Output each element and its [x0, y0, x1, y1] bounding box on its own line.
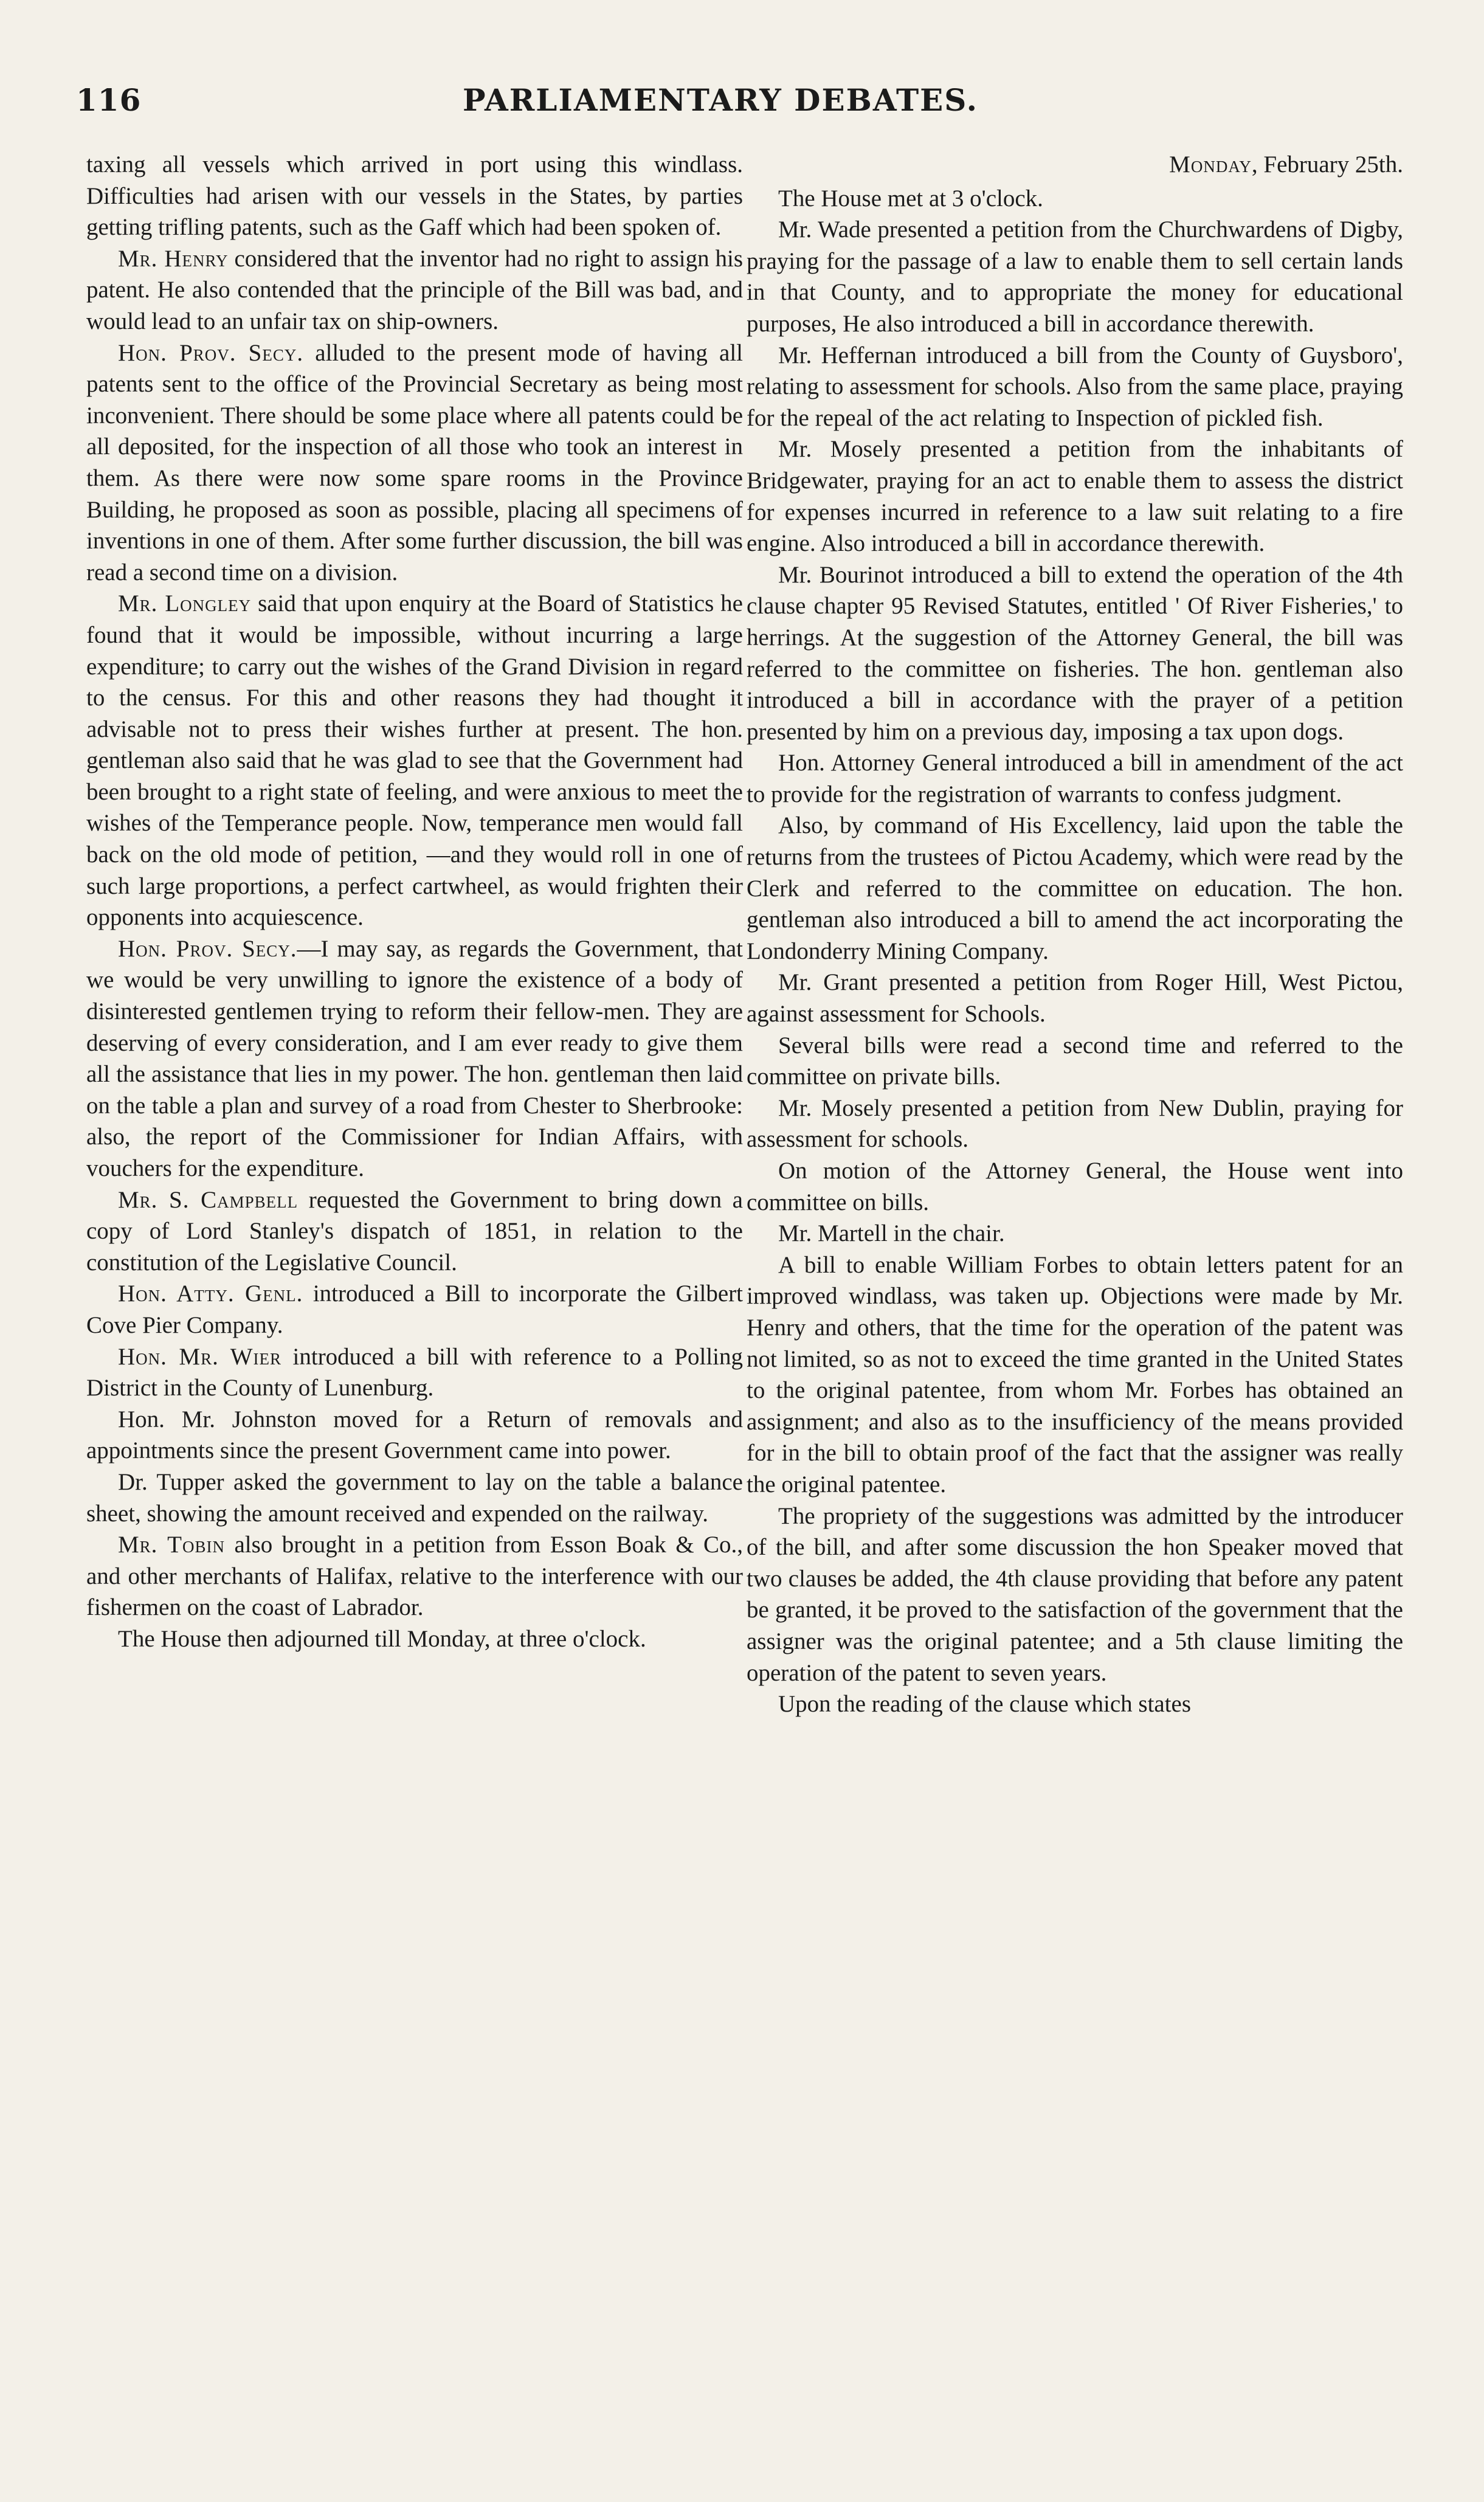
paragraph-text: said that upon enquiry at the Board of Statistics he found that it would be impossible, without incurring a large expenditure; to carry out the wishes of the Grand Division in regard to the census. For this and other reasons they had thought it advisable not to press their wishes further at present. The hon. gentleman also said that he was glad to see that the Government had been brought to a right state of feeling, and were anxious to meet the wishes of the Temperance people. Now, temperance men would fall back on the old mode of petition, —and they would roll in one of such large proportions, a perfect cartwheel, as would frighten their opponents into acquiescence.	[86, 590, 743, 931]
paragraph	[86, 588, 743, 933]
paragraph	[86, 933, 743, 1184]
paragraph: Mr. Bourinot introduced a bill to extend the operation of the 4th clause chapter 95 Revised Statutes, entitled ' Of River Fisheries,' to herrings. At the suggestion of the Attorney General, the bill was referred to the committee on fisheries. The hon. gentleman also introduced a bill in accordance with the prayer of a petition presented by him on a previous day, imposing a tax upon dogs.	[747, 561, 1403, 745]
paragraph: Mr. Mosely presented a petition from New Dublin, praying for assessment for schools.	[747, 1094, 1403, 1153]
paragraph: On motion of the Attorney General, the House went into committee on bills.	[747, 1158, 1403, 1215]
paragraph: Mr. Mosely presented a petition from the inhabitants of Bridgewater, praying for an act to enable them to assess the district for expenses incurred in reference to a law suit relating to a fire engine. Also introduced a bill in accordance therewith.	[747, 436, 1403, 557]
paragraph: Upon the reading of the clause which states	[778, 1691, 1192, 1718]
paragraph-text: requested the Government to bring down a copy of Lord Stanley's dispatch of 1851, in relation to the constitution of the Legislative Council.	[86, 1186, 743, 1276]
paragraph	[86, 337, 743, 589]
session-date	[747, 149, 1403, 181]
paragraph	[86, 1341, 743, 1404]
page-header	[76, 82, 1365, 125]
right-column	[747, 149, 1403, 1720]
paragraph: The propriety of the suggestions was admitted by the introducer of the bill, and after some discussion the hon Speaker moved that two clauses be added, the 4th clause providing that before any patent be granted, it be proved to the satisfaction of the government that the assigner was the original patentee; and a 5th clause limiting the operation of the patent to seven years.	[747, 1502, 1403, 1686]
paragraph	[86, 1184, 743, 1279]
speaker-name: Hon. Mr. Wier	[118, 1343, 281, 1370]
speaker-name: Hon. Prov. Secy.	[118, 935, 297, 962]
left-column	[86, 149, 743, 1655]
paragraph: Mr. Wade presented a petition from the Churchwardens of Digby, praying for the passage of a law to enable them to sell certain lands in that County, and to appropriate the money for educational purposes, He also introduced a bill in accordance therewith.	[747, 216, 1403, 337]
paragraph: Mr. Martell in the chair.	[778, 1220, 1005, 1247]
paragraph-text: —I may say, as regards the Government, that we would be very unwilling to ignore the existence of a body of disinterested gentlemen trying to reform their fellow-men. They are deserving of every consideration, and I am ever ready to give them all the assistance that lies in my power. The hon. gentleman then laid on the table a plan and survey of a road from Chester to Sherbrooke: also, the report of the Commissioner for Indian Affairs, with vouchers for the expenditure.	[86, 935, 743, 1181]
speaker-name: Hon. Atty. Genl.	[118, 1280, 303, 1307]
paragraph-text: considered that the inventor had no right to assign his patent. He also contended that the principle of the Bill was bad, and would lead to an unfair tax on ship-owners.	[86, 245, 744, 334]
paragraph: Mr. Grant presented a petition from Roger Hill, West Pictou, against assessment for Schools.	[747, 969, 1403, 1028]
speaker-name: Mr. Tobin	[118, 1532, 225, 1558]
paragraph: taxing all vessels which arrived in port using this windlass. Difficulties had arisen with our vessels in the States, by parties getting trifling patents, such as the Gaff which had been spoken of.	[86, 151, 743, 241]
paragraph: Hon. Attorney General introduced a bill in amendment of the act to provide for the registration of warrants to confess judgment.	[747, 750, 1403, 807]
paragraph-text: introduced a bill with reference to a Polling District in the County of Lunenburg.	[86, 1343, 743, 1401]
paragraph: Dr. Tupper asked the government to lay on the table a balance sheet, showing the amount received and expended on the railway.	[86, 1468, 743, 1527]
speaker-name: Hon. Prov. Secy.	[118, 339, 304, 366]
running-title: PARLIAMENTARY DEBATES.	[462, 82, 979, 118]
date-rest: , February 25th.	[1251, 151, 1403, 178]
speaker-name: Mr. Henry	[118, 245, 229, 272]
paragraph: Hon. Mr. Johnston moved for a Return of removals and appointments since the present Government came into power.	[86, 1406, 743, 1464]
paragraph	[86, 1278, 743, 1341]
paragraph: Several bills were read a second time and referred to the committee on private bills.	[747, 1032, 1403, 1090]
paragraph: The House then adjourned till Monday, at three o'clock.	[118, 1625, 646, 1652]
paragraph: A bill to enable William Forbes to obtain letters patent for an improved windlass, was taken up. Objections were made by Mr. Henry and others, that the time for the operation of the patent was not limited, so as not to exceed the time granted in the United States to the original patentee, from whom Mr. Forbes has obtained an assignment; and also as to the insufficiency of the means provided for in the bill to obtain proof of the fact that the assigner was really the original patentee.	[747, 1251, 1403, 1498]
paragraph-text: also brought in a petition from Esson Boak & Co., and other merchants of Halifax, relative to the interference with our fishermen on the coast of Labrador.	[86, 1532, 743, 1621]
page-number: 116	[76, 82, 142, 118]
paragraph-text: alluded to the present mode of having all patents sent to the office of the Provincial Secretary as being most inconvenient. There should be some place where all patents could be all deposited, for the inspection of all those who took an interest in them. As there were now some spare rooms in the Province Building, he proposed as soon as possible, placing all specimens of inventions in one of them. After some further discussion, the bill was read a second time on a division.	[86, 339, 743, 586]
paragraph: Mr. Heffernan introduced a bill from the County of Guysboro', relating to assessment for schools. Also from the same place, praying for the repeal of the act relating to Inspection of pickled fish.	[747, 342, 1403, 431]
speaker-name: Mr. S. Campbell	[118, 1186, 299, 1213]
date-day: Monday	[1169, 151, 1252, 178]
paragraph	[86, 243, 743, 337]
paragraph	[86, 1529, 743, 1623]
speaker-name: Mr. Longley	[118, 590, 252, 617]
paragraph-text: introduced a Bill to incorporate the Gilbert Cove Pier Company.	[86, 1280, 743, 1338]
paragraph: The House met at 3 o'clock.	[778, 185, 1043, 212]
paragraph: Also, by command of His Excellency, laid upon the table the returns from the trustees of Pictou Academy, which were read by the Clerk and referred to the committee on education. The hon. gentleman also introduced a bill to amend the act incorporating the Londonderry Mining Company.	[747, 812, 1403, 964]
